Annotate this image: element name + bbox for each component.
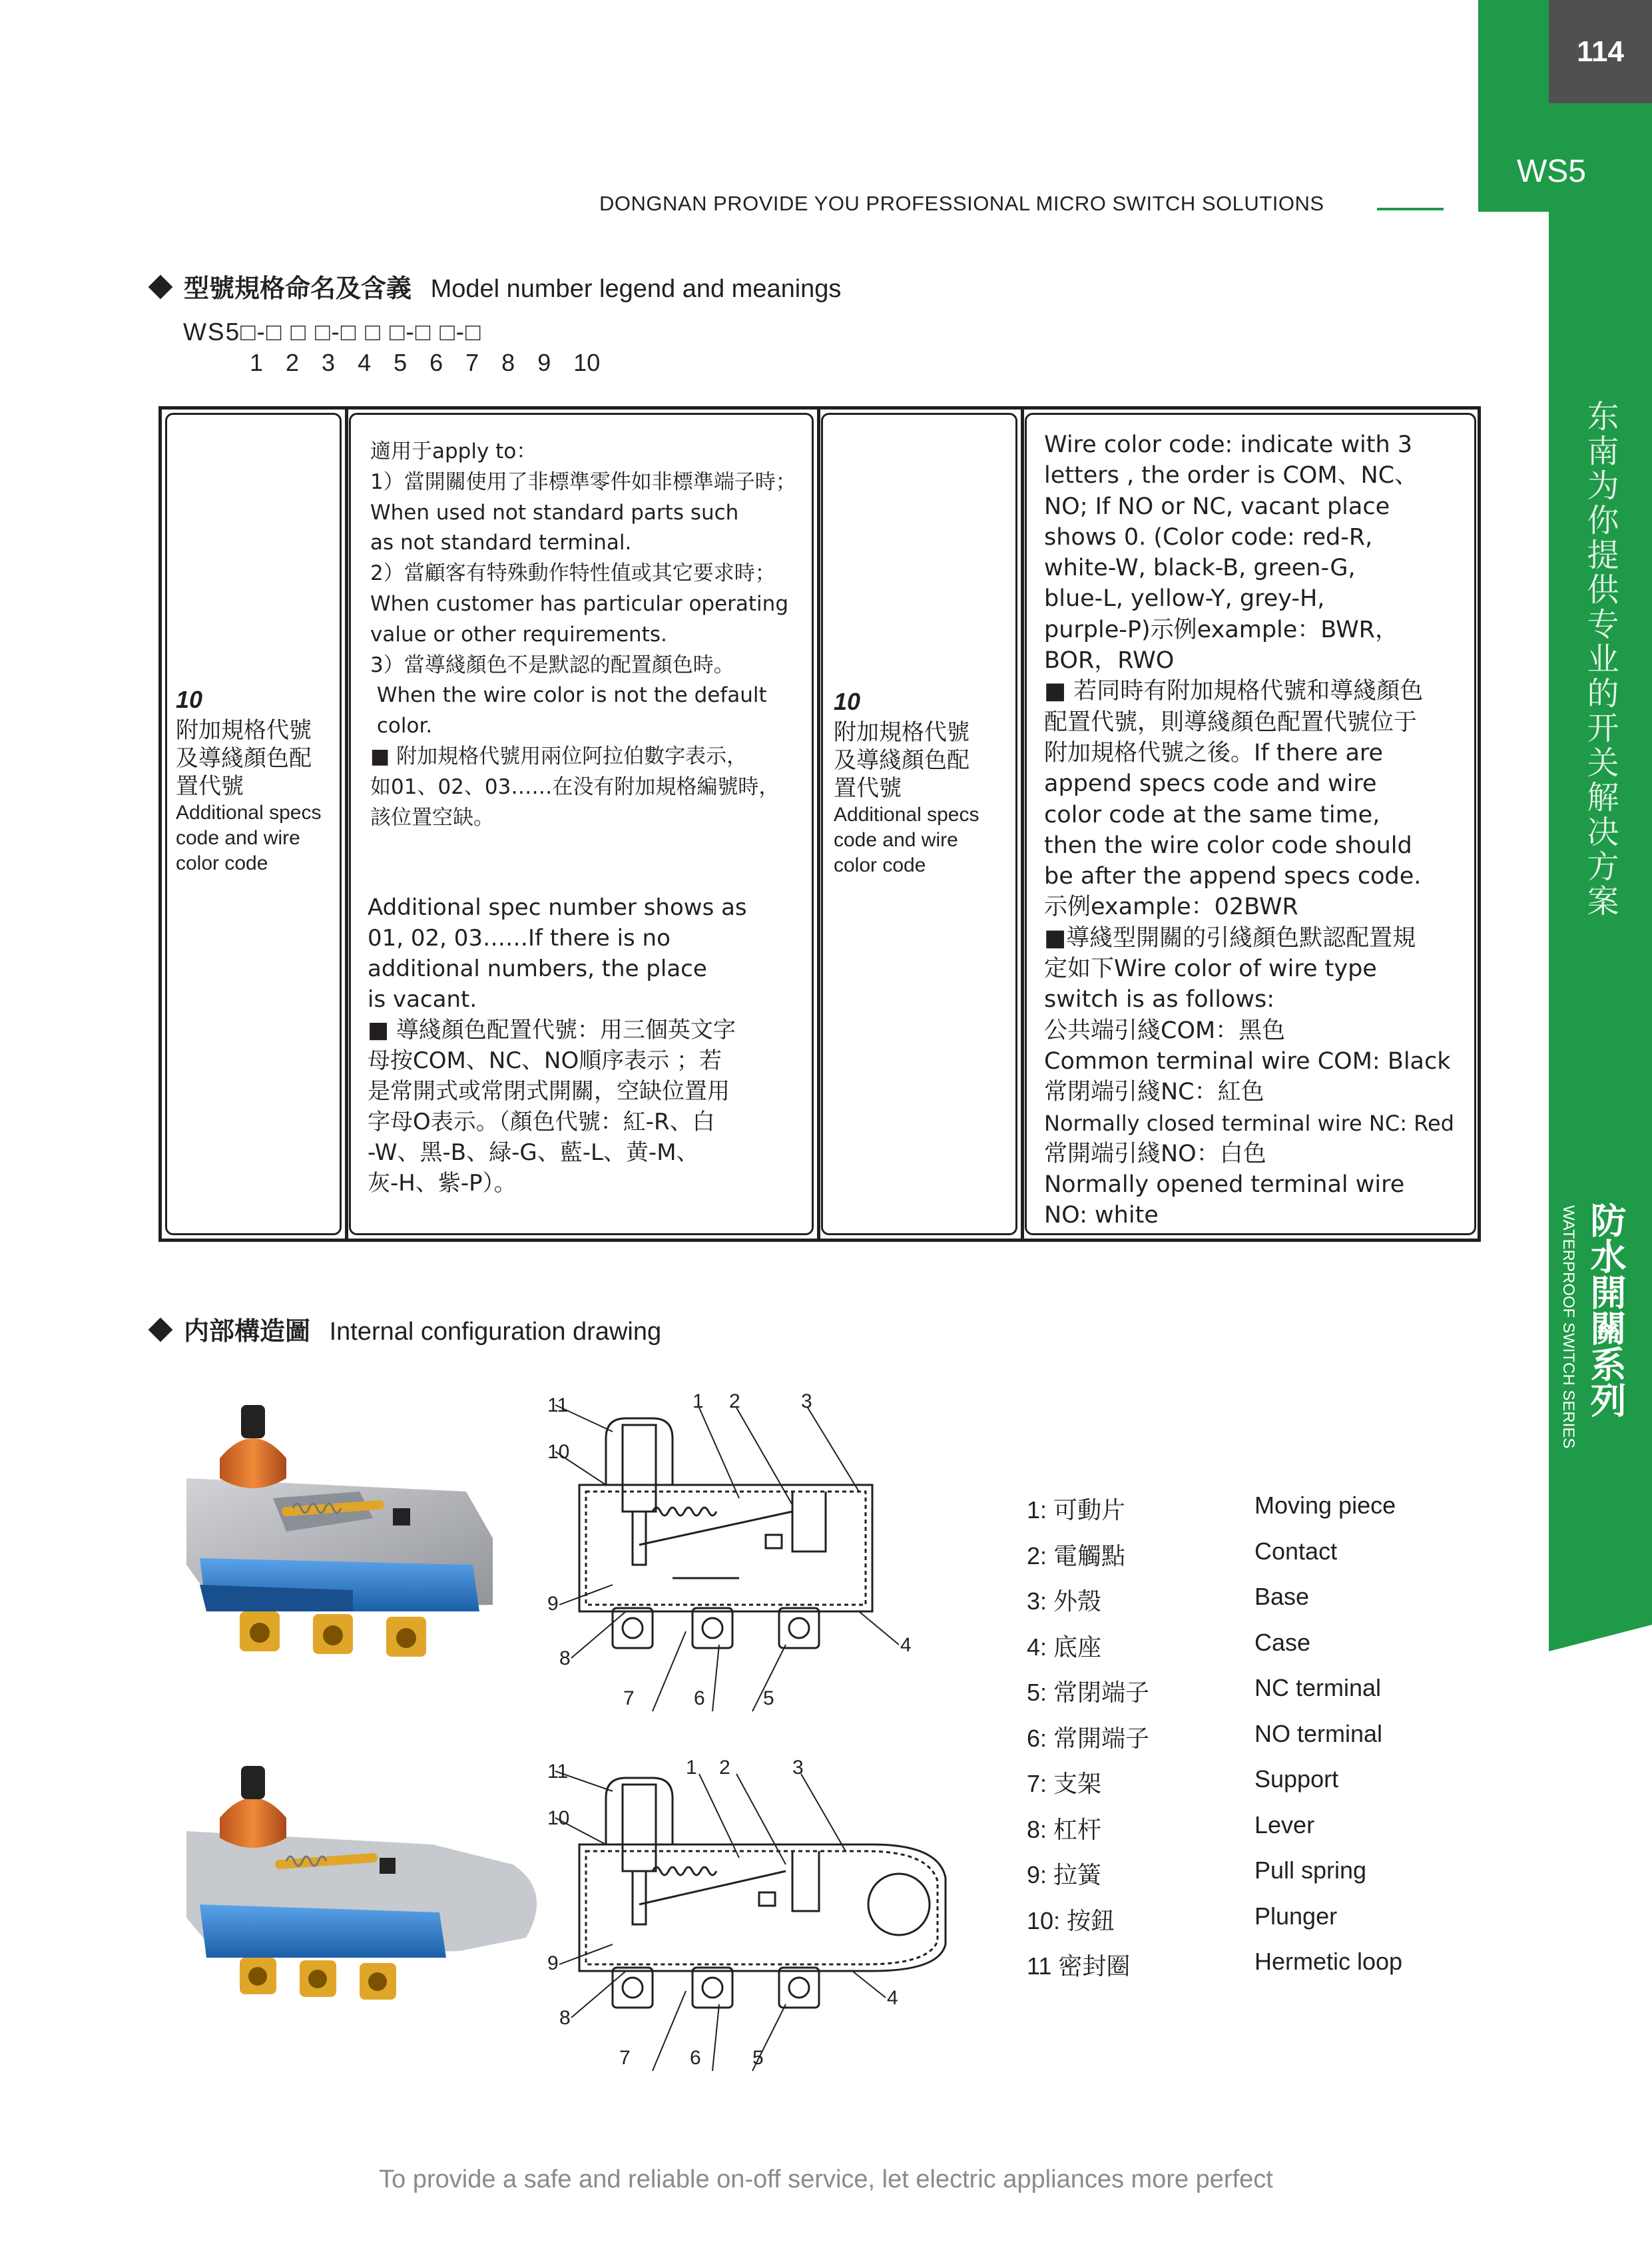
callout-4: 4 (900, 1634, 912, 1656)
field-label-en (834, 802, 1013, 878)
label-line: Additional specs (834, 804, 979, 826)
text-line: 配置代號，則導綫顏色配置代號位于 (1044, 708, 1418, 736)
text-line: 附加規格代號之後。If there are (1044, 739, 1384, 766)
label-line: 附加規格代號 (176, 717, 312, 744)
label-line: 及導綫顏色配 (176, 745, 312, 772)
model-legend-title-en: Model number legend and meanings (430, 275, 842, 303)
part-name-cn: 4: 底座 (1027, 1633, 1102, 1661)
text-line: 該位置空缺。 (370, 805, 494, 830)
text-line: 1）當開關使用了非標準零件如非標準端子時； (370, 469, 796, 494)
part-name-en: Case (1254, 1629, 1311, 1656)
config-heading (152, 1310, 661, 1347)
text-line: 2）當顧客有特殊動作特性值或其它要求時； (370, 561, 776, 586)
text-line: 灰-H、紫-P）。 (368, 1170, 517, 1197)
part-name-en: Contact (1254, 1538, 1338, 1565)
model-code-indices: 1 2 3 4 5 6 7 8 9 10 (250, 349, 601, 376)
part-name-en: NO terminal (1254, 1720, 1383, 1747)
config-title-cn: 内部構造圖 (184, 1316, 311, 1346)
part-name-en: Moving piece (1254, 1492, 1396, 1519)
part-name-cn: 1: 可動片 (1027, 1496, 1126, 1524)
text-line: ■ 若同時有附加規格代號和導綫顏色 (1044, 678, 1424, 705)
text-line: value or other requirements. (370, 622, 667, 647)
label-line: color code (176, 852, 268, 874)
text-line: When the wire color is not the default (370, 683, 767, 708)
field-index: 10 (834, 688, 861, 715)
text-line: color. (370, 714, 433, 738)
right-label-cell (834, 688, 1013, 878)
callout-3: 3 (801, 1390, 812, 1412)
switch-render-bottom (180, 1758, 553, 2024)
side-slogan: 东南为你提供专业的开关解决方案 (1582, 400, 1617, 919)
page-number: 114 (1549, 0, 1652, 103)
part-name-cn: 7: 支架 (1027, 1770, 1102, 1797)
text-line: Normally opened terminal wire (1044, 1171, 1405, 1199)
config-title-en: Internal configuration drawing (329, 1318, 662, 1346)
text-line: 常閉端引綫NC：紅色 (1044, 1079, 1264, 1106)
callout-8: 8 (559, 2007, 571, 2029)
series-name-en: WATERPROOF SWITCH SERIES (1559, 1205, 1577, 1449)
switch-render-top (180, 1392, 526, 1671)
series-name-cn: 防水開關系列 (1585, 1202, 1625, 1418)
part-name-cn: 2: 電觸點 (1027, 1542, 1126, 1569)
text-line: blue-L, yellow-Y, grey-H, (1044, 585, 1325, 613)
table-divider (345, 406, 348, 1242)
part-name-cn: 11 密封圈 (1027, 1952, 1131, 1980)
part-name-en: Plunger (1254, 1902, 1338, 1930)
table-divider (817, 406, 820, 1242)
text-line: 常開端引綫NO：白色 (1044, 1140, 1266, 1167)
text-line: then the wire color code should (1044, 832, 1412, 859)
text-line: be after the append specs code. (1044, 863, 1422, 890)
text-line: Common terminal wire COM: Black (1044, 1047, 1451, 1075)
callout-3: 3 (792, 1757, 804, 1779)
callout-11: 11 (547, 1761, 569, 1783)
part-name-en: Support (1254, 1765, 1339, 1793)
part-name-en: Base (1254, 1583, 1310, 1610)
text-line: 適用于apply to： (370, 439, 537, 463)
text-line: color code at the same time, (1044, 801, 1380, 828)
text-line: When used not standard parts such (370, 500, 739, 525)
diamond-bullet-icon (148, 1318, 173, 1342)
text-line: as not standard terminal. (370, 531, 632, 555)
diamond-bullet-icon (148, 275, 173, 300)
callout-9: 9 (547, 1593, 559, 1615)
text-line: shows 0. (Color code: red-R, (1044, 523, 1373, 551)
section-drawing-top (539, 1385, 952, 1718)
text-line: 定如下Wire color of wire type (1044, 956, 1377, 983)
label-line: 置代號 (834, 775, 902, 802)
text-line: ■導綫型開關的引綫顏色默認配置規 (1044, 924, 1416, 952)
callout-10: 10 (547, 1807, 570, 1829)
part-name-en: Lever (1254, 1811, 1315, 1838)
text-line: 3）當導綫顏色不是默認的配置顏色時。 (370, 653, 734, 677)
text-line: switch is as follows: (1044, 986, 1275, 1013)
model-tag: WS5 (1516, 154, 1586, 189)
part-name-cn: 6: 常開端子 (1027, 1725, 1150, 1752)
model-code-pattern: WS5□-□ □ □-□ □ □-□ □-□ (183, 318, 482, 346)
callout-8: 8 (559, 1647, 571, 1669)
part-name-en: Pull spring (1254, 1856, 1367, 1884)
callout-5: 5 (752, 2047, 764, 2069)
part-name-en: Hermetic loop (1254, 1948, 1403, 1975)
table-divider (1021, 406, 1024, 1242)
part-name-cn: 9: 拉簧 (1027, 1861, 1102, 1888)
model-legend-title-cn: 型號規格命名及含義 (184, 274, 412, 303)
text-line: additional numbers, the place (368, 956, 707, 982)
label-line: 置代號 (176, 773, 244, 800)
callout-6: 6 (690, 2047, 701, 2069)
field-label-en (176, 800, 342, 876)
text-line: 母按COM、NC、NO順序表示 ；若 (368, 1047, 722, 1074)
label-line: Additional specs (176, 802, 322, 824)
callout-6: 6 (694, 1687, 705, 1709)
text-line: When customer has particular operating (370, 591, 788, 616)
label-line: 附加規格代號 (834, 719, 969, 746)
text-line: ■ 導綫顏色配置代號：用三個英文字 (368, 1017, 736, 1043)
label-line: 及導綫顏色配 (834, 747, 969, 774)
text-line: 字母O表示。（顏色代號：紅-R、白 (368, 1109, 715, 1135)
text-line: Additional spec number shows as (368, 894, 747, 921)
color-code-text (368, 892, 814, 1199)
text-line: 示例example：02BWR (1044, 894, 1298, 921)
header-slogan: DONGNAN PROVIDE YOU PROFESSIONAL MICRO SWITCH SOLUTIONS (599, 192, 1324, 215)
callout-1: 1 (692, 1390, 704, 1412)
part-name-en: NC terminal (1254, 1674, 1382, 1701)
section-drawing-bottom (539, 1745, 965, 2078)
text-line: -W、黑-B、緑-G、藍-L、黄-M、 (368, 1139, 699, 1166)
callout-9: 9 (547, 1952, 559, 1974)
text-line: ■ 附加規格代號用兩位阿拉伯數字表示， (370, 744, 748, 768)
callout-10: 10 (547, 1441, 570, 1463)
text-line: NO: white (1044, 1202, 1159, 1229)
text-line: 是常開式或常閉式開關，空缺位置用 (368, 1078, 730, 1105)
text-line: BOR，RWO (1044, 647, 1175, 675)
header-rule (1377, 208, 1444, 210)
footer-slogan: To provide a safe and reliable on-off service, let electric appliances more perfect (379, 2165, 1273, 2193)
label-line: code and wire (834, 829, 958, 851)
text-line: 01, 02, 03……If there is no (368, 925, 671, 952)
field-label-cn (834, 718, 1013, 802)
callout-4: 4 (887, 1987, 898, 2009)
text-line: append specs code and wire (1044, 770, 1377, 798)
part-name-cn: 5: 常閉端子 (1027, 1679, 1150, 1706)
label-line: color code (834, 854, 926, 876)
text-line: NO; If NO or NC, vacant place (1044, 493, 1390, 520)
field-index: 10 (176, 686, 203, 713)
text-line: purple-P)示例example：BWR， (1044, 616, 1398, 643)
text-line: letters , the order is COM、NC、 (1044, 462, 1418, 489)
left-label-cell (176, 686, 342, 876)
wire-color-text (1044, 429, 1477, 1231)
text-line: white-W, black-B, green-G, (1044, 555, 1356, 582)
model-legend-heading (152, 268, 841, 304)
callout-7: 7 (623, 1687, 635, 1709)
text-line: Normally closed terminal wire NC: Red (1044, 1110, 1454, 1136)
part-name-cn: 8: 杠杆 (1027, 1816, 1102, 1843)
text-line: Wire color code: indicate with 3 (1044, 431, 1413, 458)
callout-1: 1 (686, 1757, 697, 1779)
apply-to-text (370, 437, 803, 833)
callout-7: 7 (619, 2047, 631, 2069)
callout-2: 2 (729, 1390, 740, 1412)
label-line: code and wire (176, 827, 300, 849)
callout-2: 2 (719, 1757, 730, 1779)
text-line: 公共端引綫COM：黑色 (1044, 1017, 1286, 1044)
part-name-cn: 3: 外殼 (1027, 1587, 1102, 1615)
text-line: is vacant. (368, 986, 477, 1013)
callout-5: 5 (763, 1687, 774, 1709)
callout-11: 11 (547, 1394, 569, 1416)
text-line: 如01、02、03……在没有附加規格編號時， (370, 774, 780, 799)
part-name-cn: 10: 按鈕 (1027, 1907, 1115, 1934)
field-label-cn (176, 716, 342, 800)
